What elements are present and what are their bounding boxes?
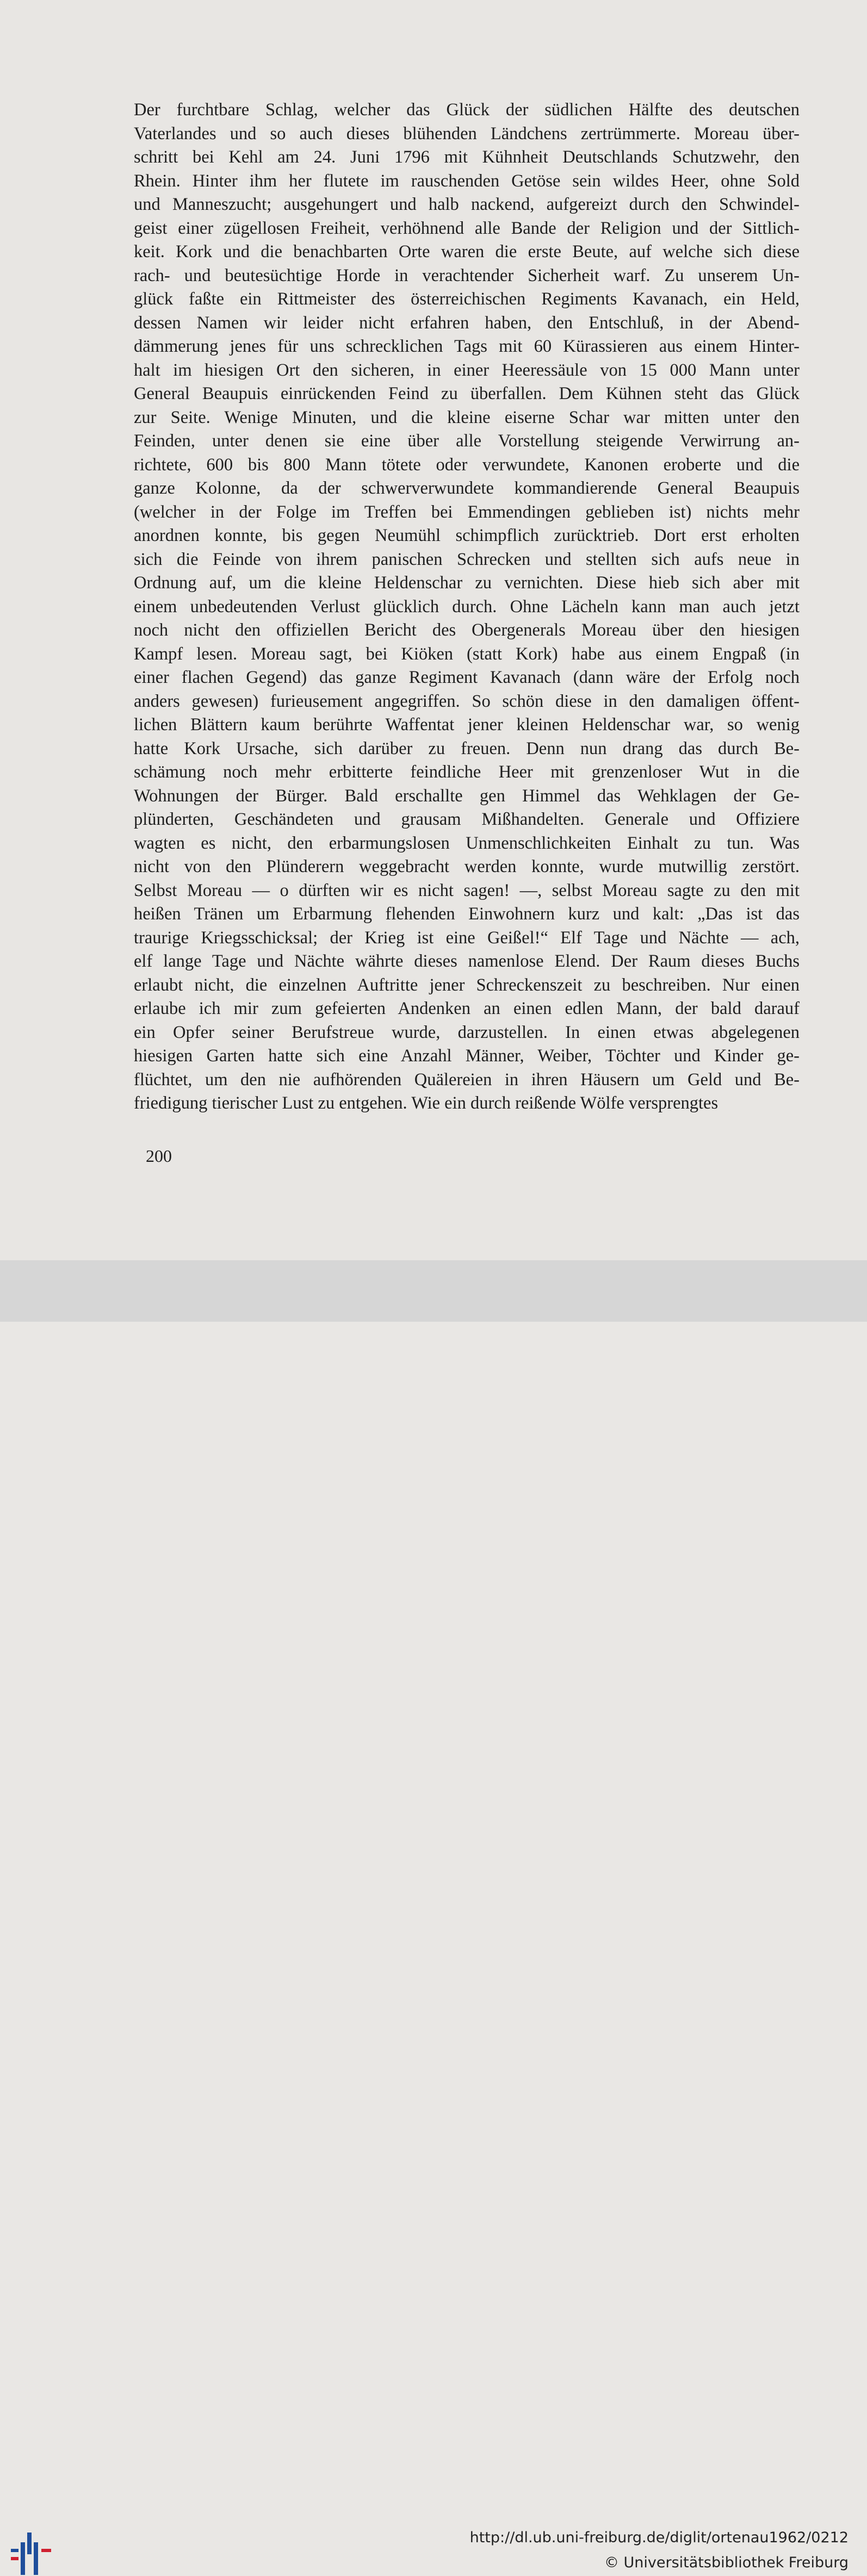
text-line: anders gewesen) furieusement angegriffen. So schön diese in den damaligen öffent- — [134, 691, 800, 711]
text-line: erlaube ich mir zum gefeierten Andenken an einen edlen Mann, der bald darauf — [134, 999, 800, 1018]
text-line: dämmerung jenes für uns schrecklichen Tags mit 60 Kürassieren aus einem Hinter- — [134, 337, 800, 356]
text-line: geist einer zügellosen Freiheit, verhöhnend alle Bande der Religion und der Sittlich- — [134, 218, 800, 238]
text-line: rach- und beutesüchtige Horde in verachtender Sicherheit warf. Zu unserem Un- — [134, 265, 800, 285]
text-line: Selbst Moreau — o dürften wir es nicht sagen! —, selbst Moreau sagte zu den mit — [134, 880, 800, 900]
text-line: (welcher in der Folge im Treffen bei Emmendingen geblieben ist) nichts mehr — [134, 502, 800, 522]
text-line: anordnen konnte, bis gegen Neumühl schimpflich zurücktrieb. Dort erst erholten — [134, 526, 800, 545]
text-line: zur Seite. Wenige Minuten, und die kleine eiserne Schar war mitten unter den — [134, 407, 800, 427]
text-line: traurige Kriegsschicksal; der Krieg ist eine Geißel!“ Elf Tage und Nächte — ach, — [134, 928, 800, 948]
text-line: glück faßte ein Rittmeister des österreichischen Regiments Kavanach, ein Held, — [134, 289, 800, 309]
body-text — [134, 98, 800, 1116]
text-line: halt im hiesigen Ort den sicheren, in einer Heeressäule von 15 000 Mann unter — [134, 360, 800, 380]
text-line: heißen Tränen um Erbarmung flehenden Einwohnern kurz und kalt: „Das ist das — [134, 904, 800, 924]
text-line: ganze Kolonne, da der schwerverwundete kommandierende General Beaupuis — [134, 478, 800, 498]
text-line: keit. Kork und die benachbarten Orte waren die erste Beute, auf welche sich diese — [134, 242, 800, 262]
text-line: dessen Namen wir leider nicht erfahren haben, den Entschluß, in der Abend- — [134, 313, 800, 333]
text-line: plünderten, Geschändeten und grausam Mißhandelten. Generale und Offiziere — [134, 810, 800, 829]
text-line: friedigung tierischer Lust zu entgehen. Wie ein durch reißende Wölfe versprengtes — [134, 1093, 719, 1113]
text-line: sich die Feinde von ihrem panischen Schrecken und stellten sich aufs neue in — [134, 549, 800, 569]
text-line: Vaterlandes und so auch dieses blühenden Ländchens zertrümmerte. Moreau über- — [134, 123, 800, 144]
text-line: schämung noch mehr erbitterte feindliche Heer mit grenzenloser Wut in die — [134, 762, 800, 782]
ub-freiburg-logo-icon[interactable] — [10, 2527, 53, 2576]
text-line: General Beaupuis einrückenden Feind zu überfallen. Dem Kühnen steht das Glück — [134, 384, 800, 403]
text-line: flüchtet, um den nie aufhörenden Quälereien in ihren Häusern um Geld und Be- — [134, 1069, 800, 1090]
text-line: einer flachen Gegend) das ganze Regiment Kavanach (dann wäre der Erfolg noch — [134, 668, 800, 687]
text-line: elf lange Tage und Nächte währte dieses namenlose Elend. Der Raum dieses Buchs — [134, 951, 800, 971]
footer-copyright: © Universitätsbibliothek Freiburg — [604, 2554, 849, 2571]
text-line: Feinden, unter denen sie eine über alle Vorstellung steigende Verwirrung an- — [134, 431, 800, 451]
text-line: hiesigen Garten hatte sich eine Anzahl Männer, Weiber, Töchter und Kinder ge- — [134, 1046, 800, 1066]
text-line: erlaubt nicht, die einzelnen Auftritte jener Schreckenszeit zu beschreiben. Nur einen — [134, 975, 800, 995]
text-line: wagten es nicht, den erbarmungslosen Unmenschlichkeiten Einhalt zu tun. Was — [134, 833, 800, 853]
text-line: schritt bei Kehl am 24. Juni 1796 mit Kühnheit Deutschlands Schutzwehr, den — [134, 147, 800, 167]
text-line: hatte Kork Ursache, sich darüber zu freuen. Denn nun drang das durch Be- — [134, 738, 800, 758]
text-line: Rhein. Hinter ihm her flutete im rauschenden Getöse sein wildes Heer, ohne Sold — [134, 171, 800, 191]
page-number: 200 — [146, 1146, 172, 1166]
text-line: ein Opfer seiner Berufstreue wurde, darzustellen. In einen etwas abgelegenen — [134, 1022, 800, 1042]
text-line: lichen Blättern kaum berührte Waffentat jener kleinen Heldenschar war, so wenig — [134, 715, 800, 735]
text-line: Der furchtbare Schlag, welcher das Glück der südlichen Hälfte des deutschen — [134, 100, 800, 120]
footer-bar — [0, 1260, 867, 2571]
footer-url-link[interactable]: http://dl.ub.uni-freiburg.de/diglit/ortenau1962/0212 — [469, 2529, 849, 2546]
text-line: nicht von den Plünderern weggebracht werden konnte, wurde mutwillig zerstört. — [134, 857, 800, 876]
scanned-page — [0, 0, 867, 1260]
text-line: einem unbedeutenden Verlust glücklich durch. Ohne Lächeln kann man auch jetzt — [134, 596, 800, 617]
text-line: Ordnung auf, um die kleine Heldenschar zu vernichten. Diese hieb sich aber mit — [134, 573, 800, 593]
text-line: noch nicht den offiziellen Bericht des Obergenerals Moreau über den hiesigen — [134, 620, 800, 640]
text-line: Wohnungen der Bürger. Bald erschallte gen Himmel das Wehklagen der Ge- — [134, 786, 800, 806]
text-line: und Manneszucht; ausgehungert und halb nackend, aufgereizt durch den Schwindel- — [134, 195, 800, 214]
text-line: Kampf lesen. Moreau sagt, bei Kiöken (statt Kork) habe aus einem Engpaß (in — [134, 644, 800, 664]
text-line: richtete, 600 bis 800 Mann tötete oder verwundete, Kanonen eroberte und die — [134, 455, 800, 475]
